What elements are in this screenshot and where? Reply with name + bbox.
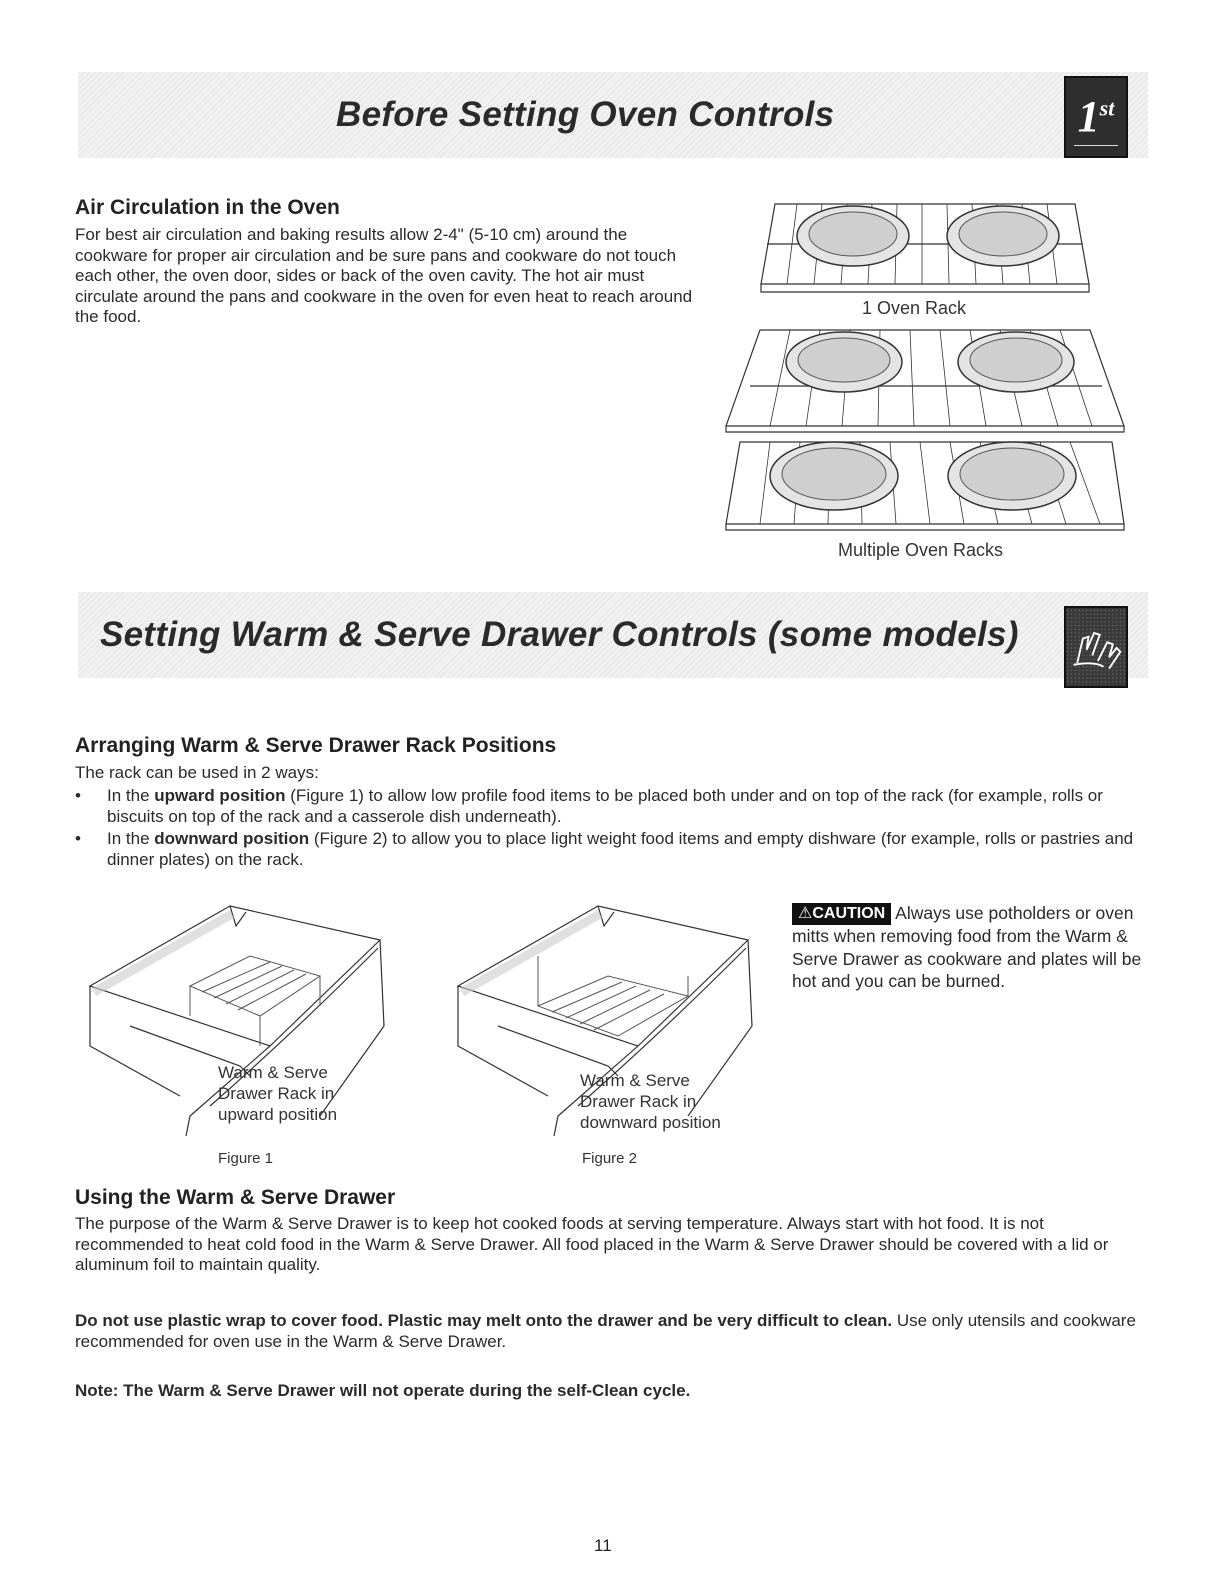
- page-number: 11: [594, 1536, 612, 1555]
- using-drawer-heading: Using the Warm & Serve Drawer: [75, 1186, 396, 1209]
- badge-text: 1st: [1077, 91, 1115, 141]
- rack-positions-list: [75, 786, 1150, 872]
- single-oven-rack-illustration: [757, 198, 1093, 298]
- list-item: • In the downward position (Figure 2) to allow you to place light weight food items and empty dishware (for example, rolls or pastries and dinner plates) on the rack.: [75, 829, 1150, 870]
- using-drawer-note: Note: The Warm & Serve Drawer will not operate during the self-Clean cycle.: [75, 1381, 691, 1400]
- figure2-label: Warm & Serve Drawer Rack in downward position: [580, 1071, 721, 1132]
- air-circulation-heading: Air Circulation in the Oven: [75, 196, 340, 219]
- caption-single-rack: 1 Oven Rack: [862, 298, 967, 318]
- figure1-number: Figure 1: [218, 1150, 274, 1167]
- air-circulation-body: For best air circulation and baking results allow 2-4" (5-10 cm) around the cookware for proper air circulation and be sure pans and cookware do not touch each other, the oven door, sides or back of the oven cavity. The hot air must circulate around the pans and cookware in the oven for even heat to reach around the food.: [75, 225, 693, 326]
- caution-notice: [792, 902, 1148, 993]
- banner-title: Setting Warm & Serve Drawer Controls (some models): [100, 615, 1019, 654]
- rack-positions-heading: Arranging Warm & Serve Drawer Rack Positions: [75, 734, 557, 757]
- warm-serve-hands-icon: [1064, 606, 1128, 688]
- multiple-oven-racks-illustration: [720, 326, 1130, 534]
- warning-icon: ⚠: [798, 905, 813, 922]
- figure1-label: Warm & Serve Drawer Rack in upward position: [218, 1063, 338, 1124]
- figure2-number: Figure 2: [582, 1150, 638, 1167]
- list-item: • In the upward position (Figure 1) to allow low profile food items to be placed both under and on top of the rack (for example, rolls or biscuits on top of the rack and a casserole dish underneath).: [75, 786, 1150, 827]
- caption-multiple-racks: Multiple Oven Racks: [838, 540, 1004, 560]
- caution-text: Always use potholders or oven mitts when removing food from the Warm & Serve Drawer as cookware and plates will be hot and you can be burned.: [792, 903, 1142, 991]
- badge-underline: [1074, 145, 1118, 146]
- caution-badge: ⚠CAUTION: [792, 903, 891, 925]
- first-badge-icon: [1064, 76, 1128, 158]
- section-banner-before-setting: [78, 72, 1148, 158]
- section-banner-warm-serve: [78, 592, 1148, 678]
- banner-title: Before Setting Oven Controls: [336, 95, 835, 134]
- rack-positions-intro: The rack can be used in 2 ways:: [75, 763, 319, 782]
- using-drawer-body: The purpose of the Warm & Serve Drawer is to keep hot cooked foods at serving temperature. Always start with hot food. It is not recommended to heat cold food in the Warm & Serve Drawer. All food placed in the Warm & Serve Drawer should be covered with a lid or aluminum foil to maintain quality.: [75, 1214, 1109, 1274]
- using-drawer-warning: Do not use plastic wrap to cover food. Plastic may melt onto the drawer and be very difficult to clean. Use only utensils and cookware recommended for oven use in the Warm & Serve Drawer.: [75, 1311, 1136, 1351]
